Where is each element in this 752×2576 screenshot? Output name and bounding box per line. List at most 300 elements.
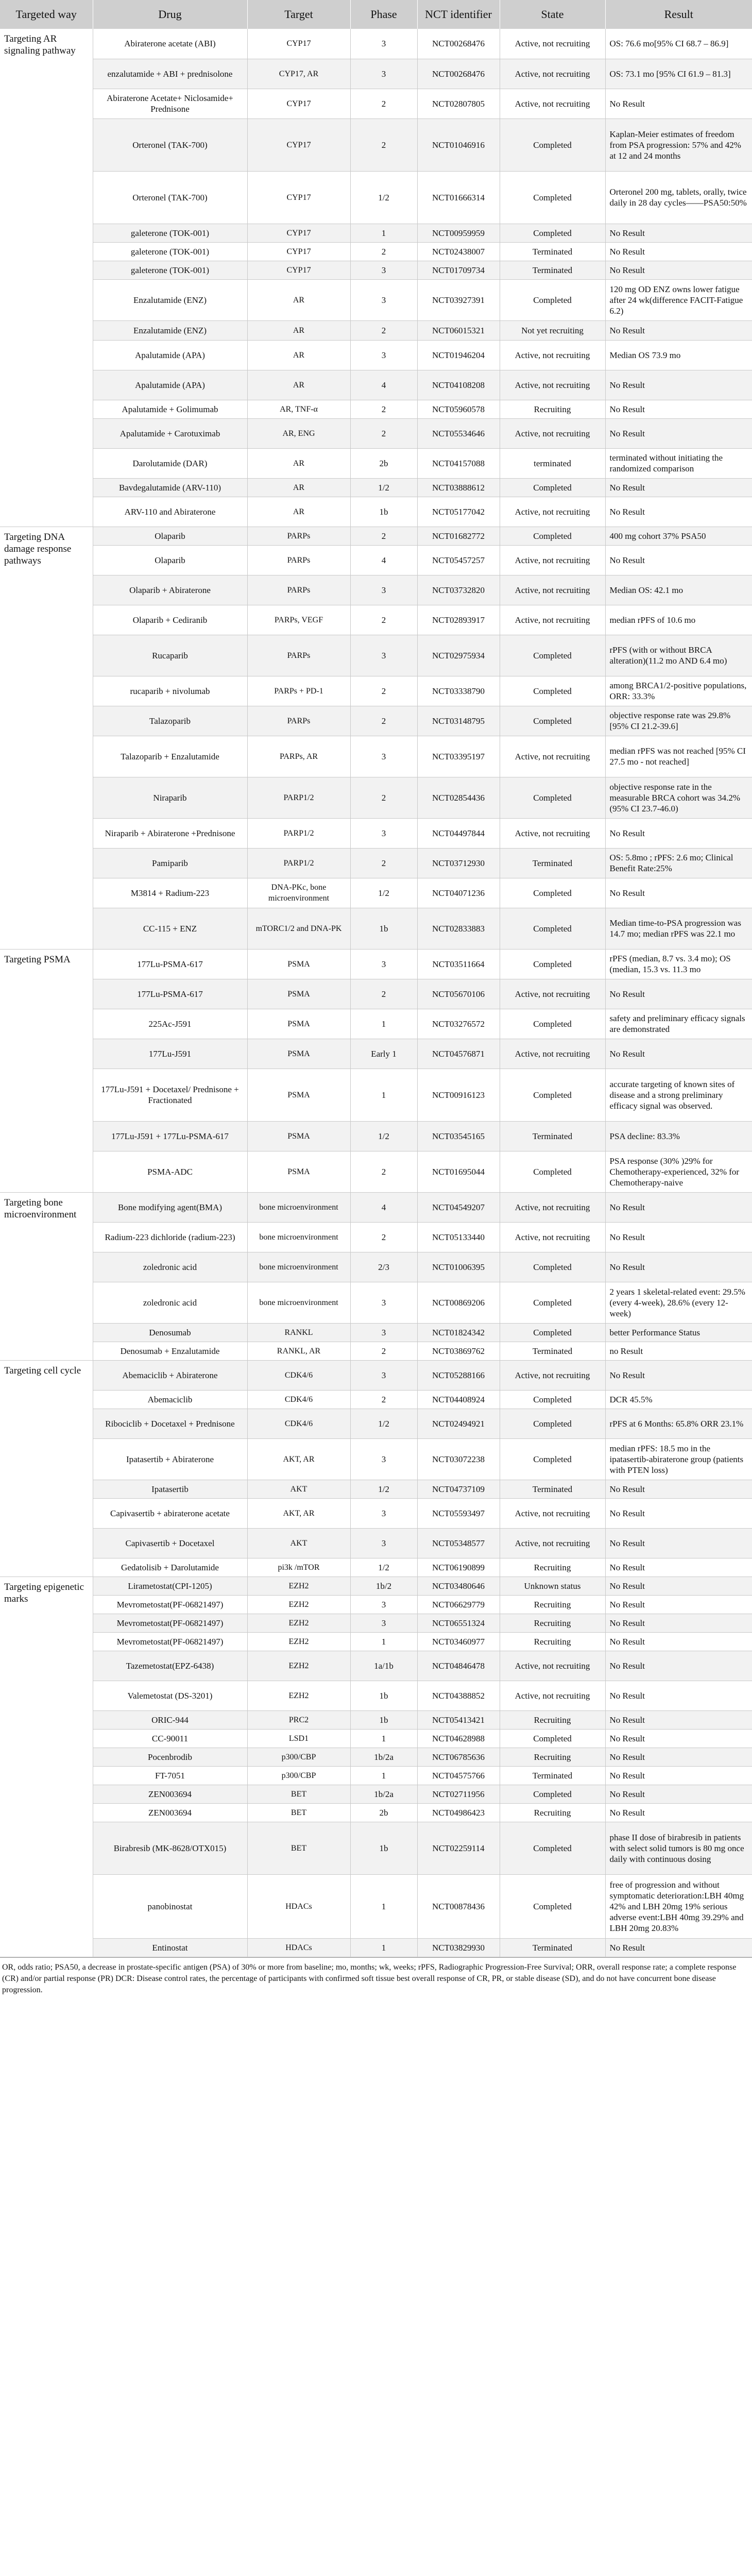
state-cell: Completed xyxy=(500,1785,605,1803)
result-cell: Median OS: 42.1 mo xyxy=(605,575,752,605)
state-cell: Active, not recruiting xyxy=(500,1222,605,1252)
state-cell: Completed xyxy=(500,1009,605,1039)
target-cell: HDACs xyxy=(247,1874,350,1938)
phase-cell: 1b xyxy=(350,1710,417,1729)
nct-identifier-cell: NCT00869206 xyxy=(417,1282,500,1323)
target-cell: EZH2 xyxy=(247,1595,350,1614)
target-cell: PSMA xyxy=(247,1069,350,1121)
phase-cell: 1 xyxy=(350,1938,417,1957)
result-cell: No Result xyxy=(605,224,752,242)
result-cell: better Performance Status xyxy=(605,1323,752,1342)
target-cell: EZH2 xyxy=(247,1614,350,1632)
state-cell: Active, not recruiting xyxy=(500,818,605,848)
phase-cell: 3 xyxy=(350,1528,417,1558)
table-row xyxy=(0,242,752,261)
target-cell: AR xyxy=(247,320,350,340)
state-cell: Terminated xyxy=(500,1480,605,1498)
phase-cell: 3 xyxy=(350,279,417,320)
phase-cell: 3 xyxy=(350,635,417,676)
table-row xyxy=(0,1151,752,1192)
result-cell: safety and preliminary efficacy signals are demonstrated xyxy=(605,1009,752,1039)
drug-cell: galeterone (TOK-001) xyxy=(93,224,247,242)
table-row xyxy=(0,908,752,949)
nct-identifier-cell: NCT02833883 xyxy=(417,908,500,949)
result-cell: Median OS 73.9 mo xyxy=(605,340,752,370)
drug-cell: Radium-223 dichloride (radium-223) xyxy=(93,1222,247,1252)
phase-cell: 3 xyxy=(350,818,417,848)
result-cell: No Result xyxy=(605,878,752,908)
state-cell: Terminated xyxy=(500,1766,605,1785)
state-cell: Completed xyxy=(500,1822,605,1874)
result-cell: rPFS at 6 Months: 65.8% ORR 23.1% xyxy=(605,1409,752,1438)
nct-identifier-cell: NCT05288166 xyxy=(417,1360,500,1390)
target-cell: PSMA xyxy=(247,1009,350,1039)
target-cell: bone microenvironment xyxy=(247,1282,350,1323)
target-cell: CYP17 xyxy=(247,29,350,59)
header-row xyxy=(0,0,752,29)
result-cell: OS: 73.1 mo [95% CI 61.9 – 81.3] xyxy=(605,59,752,89)
result-cell: median rPFS was not reached [95% CI 27.5 mo - not reached] xyxy=(605,736,752,777)
result-cell: No Result xyxy=(605,497,752,527)
table-row xyxy=(0,575,752,605)
result-cell: No Result xyxy=(605,1710,752,1729)
result-cell: PSA decline: 83.3% xyxy=(605,1121,752,1151)
header-nct-identifier: NCT identifier xyxy=(417,0,500,29)
nct-identifier-cell: NCT02438007 xyxy=(417,242,500,261)
nct-identifier-cell: NCT02259114 xyxy=(417,1822,500,1874)
target-cell: bone microenvironment xyxy=(247,1222,350,1252)
nct-identifier-cell: NCT04497844 xyxy=(417,818,500,848)
table-row xyxy=(0,1558,752,1577)
result-cell: No Result xyxy=(605,979,752,1009)
phase-cell: 2 xyxy=(350,1342,417,1360)
phase-cell: 3 xyxy=(350,59,417,89)
result-cell: objective response rate in the measurable BRCA cohort was 34.2% (95% CI 23.7-46.0) xyxy=(605,777,752,818)
state-cell: Recruiting xyxy=(500,1748,605,1766)
target-cell: AR xyxy=(247,370,350,400)
target-cell: AKT, AR xyxy=(247,1438,350,1480)
nct-identifier-cell: NCT02893917 xyxy=(417,605,500,635)
target-cell: CYP17 xyxy=(247,224,350,242)
phase-cell: 4 xyxy=(350,545,417,575)
nct-identifier-cell: NCT06785636 xyxy=(417,1748,500,1766)
nct-identifier-cell: NCT06015321 xyxy=(417,320,500,340)
drug-cell: Abemaciclib + Abiraterone xyxy=(93,1360,247,1390)
target-cell: PARPs, VEGF xyxy=(247,605,350,635)
table-row xyxy=(0,1528,752,1558)
nct-identifier-cell: NCT04071236 xyxy=(417,878,500,908)
drug-cell: zoledronic acid xyxy=(93,1252,247,1282)
nct-identifier-cell: NCT04737109 xyxy=(417,1480,500,1498)
phase-cell: 1 xyxy=(350,1069,417,1121)
table-row xyxy=(0,1874,752,1938)
result-cell: terminated without initiating the randomized comparison xyxy=(605,448,752,478)
result-cell: 2 years 1 skeletal-related event: 29.5%(every 4-week), 28.6% (every 12-week) xyxy=(605,1282,752,1323)
drug-cell: FT-7051 xyxy=(93,1766,247,1785)
targeted-way-cell: Targeting PSMA xyxy=(0,949,93,1192)
phase-cell: 1b xyxy=(350,1822,417,1874)
nct-identifier-cell: NCT03869762 xyxy=(417,1342,500,1360)
table-row xyxy=(0,59,752,89)
phase-cell: 3 xyxy=(350,1360,417,1390)
drug-cell: zoledronic acid xyxy=(93,1282,247,1323)
state-cell: Recruiting xyxy=(500,1632,605,1651)
nct-identifier-cell: NCT06629779 xyxy=(417,1595,500,1614)
drug-cell: Niraparib + Abiraterone +Prednisone xyxy=(93,818,247,848)
target-cell: PARP1/2 xyxy=(247,777,350,818)
table-row xyxy=(0,1121,752,1151)
drug-cell: Denosumab + Enzalutamide xyxy=(93,1342,247,1360)
state-cell: Recruiting xyxy=(500,1614,605,1632)
drug-cell: Lirametostat(CPI-1205) xyxy=(93,1577,247,1595)
table-row xyxy=(0,676,752,706)
nct-identifier-cell: NCT01006395 xyxy=(417,1252,500,1282)
nct-identifier-cell: NCT05457257 xyxy=(417,545,500,575)
table-row xyxy=(0,89,752,118)
nct-identifier-cell: NCT00268476 xyxy=(417,59,500,89)
phase-cell: 1 xyxy=(350,1632,417,1651)
drug-cell: 177Lu-J591 + 177Lu-PSMA-617 xyxy=(93,1121,247,1151)
targeted-way-cell: Targeting bone microenvironment xyxy=(0,1192,93,1360)
state-cell: Active, not recruiting xyxy=(500,1528,605,1558)
phase-cell: 1/2 xyxy=(350,478,417,497)
drug-cell: Bavdegalutamide (ARV-110) xyxy=(93,478,247,497)
phase-cell: 1b xyxy=(350,497,417,527)
drug-cell: Olaparib xyxy=(93,545,247,575)
state-cell: Active, not recruiting xyxy=(500,575,605,605)
drug-cell: Apalutamide + Golimumab xyxy=(93,400,247,418)
nct-identifier-cell: NCT04986423 xyxy=(417,1803,500,1822)
state-cell: Completed xyxy=(500,1069,605,1121)
drug-cell: Ipatasertib xyxy=(93,1480,247,1498)
table-row xyxy=(0,279,752,320)
target-cell: AR, TNF-α xyxy=(247,400,350,418)
table-row xyxy=(0,1614,752,1632)
target-cell: AKT xyxy=(247,1480,350,1498)
result-cell: No Result xyxy=(605,261,752,279)
target-cell: EZH2 xyxy=(247,1632,350,1651)
state-cell: Active, not recruiting xyxy=(500,340,605,370)
drug-cell: Capivasertib + abiraterone acetate xyxy=(93,1498,247,1528)
table-row xyxy=(0,171,752,224)
table-row xyxy=(0,545,752,575)
phase-cell: 1a/1b xyxy=(350,1651,417,1681)
result-cell: OS: 5.8mo ; rPFS: 2.6 mo; Clinical Benefit Rate:25% xyxy=(605,848,752,878)
target-cell: BET xyxy=(247,1803,350,1822)
state-cell: Completed xyxy=(500,478,605,497)
drug-cell: Olaparib + Abiraterone xyxy=(93,575,247,605)
state-cell: Active, not recruiting xyxy=(500,89,605,118)
phase-cell: 1b/2a xyxy=(350,1785,417,1803)
state-cell: Active, not recruiting xyxy=(500,1360,605,1390)
drug-cell: panobinostat xyxy=(93,1874,247,1938)
table-row xyxy=(0,777,752,818)
target-cell: BET xyxy=(247,1785,350,1803)
nct-identifier-cell: NCT03148795 xyxy=(417,706,500,736)
state-cell: Completed xyxy=(500,1409,605,1438)
nct-identifier-cell: NCT01682772 xyxy=(417,527,500,545)
result-cell: No Result xyxy=(605,818,752,848)
table-row xyxy=(0,1785,752,1803)
drug-cell: Bone modifying agent(BMA) xyxy=(93,1192,247,1222)
result-cell: rPFS (median, 8.7 vs. 3.4 mo); OS (median, 15.3 vs. 11.3 mo xyxy=(605,949,752,979)
nct-identifier-cell: NCT05348577 xyxy=(417,1528,500,1558)
nct-identifier-cell: NCT06551324 xyxy=(417,1614,500,1632)
state-cell: Active, not recruiting xyxy=(500,1681,605,1710)
drug-cell: 177Lu-J591 + Docetaxel/ Prednisone + Fractionated xyxy=(93,1069,247,1121)
table-row xyxy=(0,478,752,497)
nct-identifier-cell: NCT01709734 xyxy=(417,261,500,279)
phase-cell: 3 xyxy=(350,1282,417,1323)
state-cell: Unknown status xyxy=(500,1577,605,1595)
drug-cell: PSMA-ADC xyxy=(93,1151,247,1192)
drug-cell: 177Lu-PSMA-617 xyxy=(93,979,247,1009)
drug-cell: Niraparib xyxy=(93,777,247,818)
target-cell: PARPs xyxy=(247,635,350,676)
state-cell: Completed xyxy=(500,224,605,242)
phase-cell: 2 xyxy=(350,1390,417,1409)
phase-cell: 3 xyxy=(350,29,417,59)
result-cell: median rPFS of 10.6 mo xyxy=(605,605,752,635)
result-cell: No Result xyxy=(605,1252,752,1282)
result-cell: No Result xyxy=(605,1766,752,1785)
result-cell: objective response rate was 29.8% [95% CI 21.2-39.6] xyxy=(605,706,752,736)
target-cell: mTORC1/2 and DNA-PK xyxy=(247,908,350,949)
target-cell: CYP17, AR xyxy=(247,59,350,89)
target-cell: AR, ENG xyxy=(247,418,350,448)
target-cell: EZH2 xyxy=(247,1577,350,1595)
result-cell: No Result xyxy=(605,400,752,418)
target-cell: bone microenvironment xyxy=(247,1252,350,1282)
phase-cell: 2b xyxy=(350,1803,417,1822)
result-cell: No Result xyxy=(605,1558,752,1577)
state-cell: Terminated xyxy=(500,242,605,261)
nct-identifier-cell: NCT03395197 xyxy=(417,736,500,777)
nct-identifier-cell: NCT03276572 xyxy=(417,1009,500,1039)
result-cell: No Result xyxy=(605,478,752,497)
drug-cell: M3814 + Radium-223 xyxy=(93,878,247,908)
targeted-way-cell: Targeting cell cycle xyxy=(0,1360,93,1577)
phase-cell: 2 xyxy=(350,848,417,878)
phase-cell: 1/2 xyxy=(350,171,417,224)
table-row xyxy=(0,1938,752,1957)
phase-cell: 3 xyxy=(350,1438,417,1480)
target-cell: HDACs xyxy=(247,1938,350,1957)
state-cell: Terminated xyxy=(500,261,605,279)
phase-cell: 1 xyxy=(350,1729,417,1748)
drug-cell: Rucaparib xyxy=(93,635,247,676)
target-cell: PARPs xyxy=(247,575,350,605)
result-cell: no Result xyxy=(605,1342,752,1360)
table-row xyxy=(0,1360,752,1390)
phase-cell: 3 xyxy=(350,340,417,370)
table-row xyxy=(0,1039,752,1069)
drug-cell: galeterone (TOK-001) xyxy=(93,261,247,279)
drug-cell: Tazemetostat(EPZ-6438) xyxy=(93,1651,247,1681)
nct-identifier-cell: NCT03712930 xyxy=(417,848,500,878)
phase-cell: 1b/2a xyxy=(350,1748,417,1766)
phase-cell: 2 xyxy=(350,1151,417,1192)
drug-cell: CC-90011 xyxy=(93,1729,247,1748)
table-row xyxy=(0,320,752,340)
table-row xyxy=(0,1323,752,1342)
state-cell: Recruiting xyxy=(500,1595,605,1614)
table-row xyxy=(0,1222,752,1252)
result-cell: No Result xyxy=(605,1498,752,1528)
target-cell: CYP17 xyxy=(247,261,350,279)
state-cell: Completed xyxy=(500,1874,605,1938)
table-row xyxy=(0,848,752,878)
target-cell: PSMA xyxy=(247,1151,350,1192)
result-cell: No Result xyxy=(605,1577,752,1595)
target-cell: CDK4/6 xyxy=(247,1409,350,1438)
phase-cell: 1 xyxy=(350,1009,417,1039)
result-cell: No Result xyxy=(605,1785,752,1803)
state-cell: Active, not recruiting xyxy=(500,418,605,448)
phase-cell: Early 1 xyxy=(350,1039,417,1069)
phase-cell: 3 xyxy=(350,1614,417,1632)
result-cell: Orteronel 200 mg, tablets, orally, twice daily in 28 day cycles——PSA50:50% xyxy=(605,171,752,224)
state-cell: Completed xyxy=(500,949,605,979)
phase-cell: 3 xyxy=(350,736,417,777)
state-cell: Recruiting xyxy=(500,1558,605,1577)
nct-identifier-cell: NCT01695044 xyxy=(417,1151,500,1192)
table-row xyxy=(0,979,752,1009)
target-cell: PARPs xyxy=(247,545,350,575)
drug-cell: Enzalutamide (ENZ) xyxy=(93,320,247,340)
nct-identifier-cell: NCT02975934 xyxy=(417,635,500,676)
target-cell: BET xyxy=(247,1822,350,1874)
state-cell: terminated xyxy=(500,448,605,478)
result-cell: No Result xyxy=(605,545,752,575)
nct-identifier-cell: NCT04846478 xyxy=(417,1651,500,1681)
target-cell: EZH2 xyxy=(247,1681,350,1710)
phase-cell: 2/3 xyxy=(350,1252,417,1282)
header-targeted-way: Targeted way xyxy=(0,0,93,29)
target-cell: PARPs + PD-1 xyxy=(247,676,350,706)
table-row xyxy=(0,605,752,635)
table-footnote: OR, odds ratio; PSA50, a decrease in prostate-specific antigen (PSA) of 30% or more from baseline; mo, months; wk, weeks; rPFS, Radiographic Progression-Free Survival; ORR, overall response rate; a complete response (CR) and/or partial response (PR) DCR: Disease control rates, the percentage of participants with confirmed soft tissue best overall response of CR, PR, or stable disease (SD), and do not have concurrent bone disease progression. xyxy=(0,1957,752,1996)
target-cell: CYP17 xyxy=(247,171,350,224)
phase-cell: 1/2 xyxy=(350,1480,417,1498)
result-cell: rPFS (with or without BRCA alteration)(11.2 mo AND 6.4 mo) xyxy=(605,635,752,676)
nct-identifier-cell: NCT05413421 xyxy=(417,1710,500,1729)
nct-identifier-cell: NCT01946204 xyxy=(417,340,500,370)
phase-cell: 1 xyxy=(350,1874,417,1938)
result-cell: No Result xyxy=(605,1222,752,1252)
nct-identifier-cell: NCT05670106 xyxy=(417,979,500,1009)
target-cell: PSMA xyxy=(247,1039,350,1069)
header-target: Target xyxy=(247,0,350,29)
state-cell: Terminated xyxy=(500,1342,605,1360)
phase-cell: 3 xyxy=(350,1595,417,1614)
target-cell: CDK4/6 xyxy=(247,1390,350,1409)
header-phase: Phase xyxy=(350,0,417,29)
state-cell: Completed xyxy=(500,1282,605,1323)
nct-identifier-cell: NCT05177042 xyxy=(417,497,500,527)
drug-cell: ZEN003694 xyxy=(93,1785,247,1803)
result-cell: No Result xyxy=(605,1192,752,1222)
result-cell: DCR 45.5% xyxy=(605,1390,752,1409)
nct-identifier-cell: NCT04408924 xyxy=(417,1390,500,1409)
drug-cell: Orteronel (TAK-700) xyxy=(93,118,247,171)
state-cell: Active, not recruiting xyxy=(500,497,605,527)
state-cell: Completed xyxy=(500,1729,605,1748)
phase-cell: 2 xyxy=(350,320,417,340)
state-cell: Active, not recruiting xyxy=(500,59,605,89)
table-row xyxy=(0,1632,752,1651)
nct-identifier-cell: NCT04575766 xyxy=(417,1766,500,1785)
drug-cell: Apalutamide (APA) xyxy=(93,370,247,400)
phase-cell: 1/2 xyxy=(350,878,417,908)
state-cell: Completed xyxy=(500,1151,605,1192)
state-cell: Completed xyxy=(500,279,605,320)
result-cell: No Result xyxy=(605,1748,752,1766)
nct-identifier-cell: NCT02494921 xyxy=(417,1409,500,1438)
table-row xyxy=(0,29,752,59)
result-cell: 120 mg OD ENZ owns lower fatigue after 24 wk(difference FACIT-Fatigue 6.2) xyxy=(605,279,752,320)
table-row xyxy=(0,448,752,478)
target-cell: RANKL, AR xyxy=(247,1342,350,1360)
drug-cell: Pamiparib xyxy=(93,848,247,878)
phase-cell: 2b xyxy=(350,448,417,478)
table-row xyxy=(0,949,752,979)
phase-cell: 4 xyxy=(350,370,417,400)
table-row xyxy=(0,1729,752,1748)
target-cell: CYP17 xyxy=(247,118,350,171)
state-cell: Completed xyxy=(500,676,605,706)
drug-cell: ARV-110 and Abiraterone xyxy=(93,497,247,527)
phase-cell: 2 xyxy=(350,676,417,706)
nct-identifier-cell: NCT01824342 xyxy=(417,1323,500,1342)
state-cell: Completed xyxy=(500,908,605,949)
table-row xyxy=(0,1480,752,1498)
nct-identifier-cell: NCT05960578 xyxy=(417,400,500,418)
phase-cell: 2 xyxy=(350,979,417,1009)
nct-identifier-cell: NCT05133440 xyxy=(417,1222,500,1252)
drug-cell: Ipatasertib + Abiraterone xyxy=(93,1438,247,1480)
target-cell: AKT, AR xyxy=(247,1498,350,1528)
nct-identifier-cell: NCT03338790 xyxy=(417,676,500,706)
nct-identifier-cell: NCT03732820 xyxy=(417,575,500,605)
header-drug: Drug xyxy=(93,0,247,29)
targeted-way-cell: Targeting AR signaling pathway xyxy=(0,29,93,527)
target-cell: AKT xyxy=(247,1528,350,1558)
nct-identifier-cell: NCT03511664 xyxy=(417,949,500,979)
table-row xyxy=(0,527,752,545)
result-cell: No Result xyxy=(605,1595,752,1614)
result-cell: Kaplan-Meier estimates of freedom from PSA progression: 57% and 42% at 12 and 24 months xyxy=(605,118,752,171)
result-cell: among BRCA1/2-positive populations, ORR: 33.3% xyxy=(605,676,752,706)
phase-cell: 1 xyxy=(350,224,417,242)
state-cell: Terminated xyxy=(500,1938,605,1957)
phase-cell: 1b xyxy=(350,908,417,949)
phase-cell: 2 xyxy=(350,242,417,261)
state-cell: Recruiting xyxy=(500,400,605,418)
drug-cell: ZEN003694 xyxy=(93,1803,247,1822)
nct-identifier-cell: NCT04549207 xyxy=(417,1192,500,1222)
drug-cell: Ribociclib + Docetaxel + Prednisone xyxy=(93,1409,247,1438)
result-cell: No Result xyxy=(605,1614,752,1632)
drug-cell: Mevrometostat(PF-06821497) xyxy=(93,1632,247,1651)
phase-cell: 1b xyxy=(350,1681,417,1710)
targeted-way-cell: Targeting DNA damage response pathways xyxy=(0,527,93,949)
drug-cell: rucaparib + nivolumab xyxy=(93,676,247,706)
phase-cell: 1/2 xyxy=(350,1409,417,1438)
target-cell: CYP17 xyxy=(247,89,350,118)
result-cell: No Result xyxy=(605,1681,752,1710)
result-cell: No Result xyxy=(605,418,752,448)
